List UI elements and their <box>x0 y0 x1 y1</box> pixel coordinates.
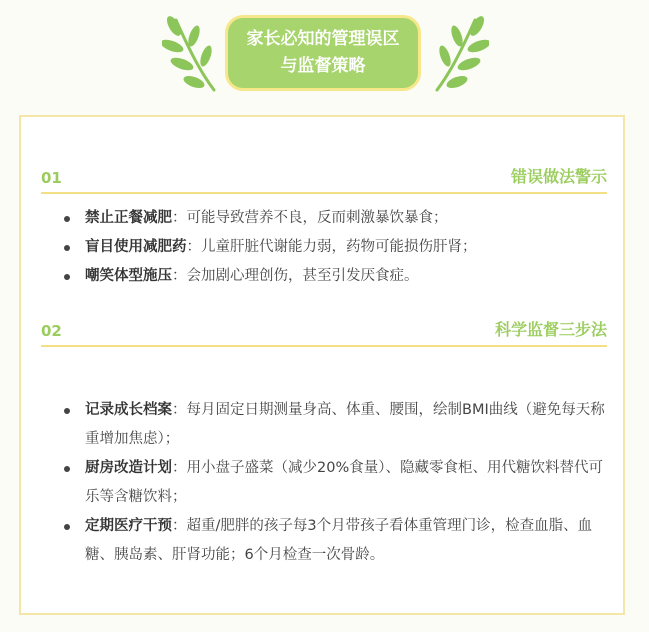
section-02-list <box>61 396 609 570</box>
item-term: 盲目使用减肥药 <box>85 239 187 255</box>
section-number: 01 <box>41 169 62 187</box>
bullet-icon <box>64 274 70 280</box>
item-term: 记录成长档案 <box>85 402 172 418</box>
list-item <box>61 233 609 262</box>
laurel-branch-right-icon <box>427 14 489 94</box>
list-item <box>61 454 609 512</box>
header <box>0 0 649 110</box>
content-card <box>19 115 625 615</box>
title-line-2: 与监督策略 <box>280 56 366 76</box>
item-term: 禁止正餐减肥 <box>85 210 172 226</box>
section-header-01 <box>41 164 607 194</box>
item-term: 定期医疗干预 <box>85 518 172 534</box>
item-term: 厨房改造计划 <box>85 460 172 476</box>
item-text: ：可能导致营养不良，反而刺激暴饮暴食； <box>172 210 448 226</box>
list-item <box>61 204 609 233</box>
section-header-02 <box>41 317 607 347</box>
bullet-icon <box>64 216 70 222</box>
section-title: 错误做法警示 <box>510 167 607 186</box>
bullet-icon <box>64 245 70 251</box>
title-line-1: 家长必知的管理误区 <box>246 29 400 49</box>
title-badge <box>225 15 421 91</box>
section-number: 02 <box>41 322 62 340</box>
item-text: ：儿童肝脏代谢能力弱，药物可能损伤肝肾； <box>186 239 477 255</box>
item-text: ：每月固定日期测量身高、体重、腰围，绘制BMI曲线（避免每天称重增加焦虑）； <box>85 402 605 447</box>
item-text: ：会加剧心理创伤，甚至引发厌食症。 <box>172 268 419 284</box>
item-text: ：用小盘子盛菜（减少20%食量）、隐藏零食柜、用代糖饮料替代可乐等含糖饮料； <box>85 460 603 505</box>
laurel-branch-left-icon <box>162 14 224 94</box>
list-item <box>61 512 609 570</box>
bullet-icon <box>64 524 70 530</box>
list-item <box>61 262 609 291</box>
bullet-icon <box>64 408 70 414</box>
section-title: 科学监督三步法 <box>494 320 607 339</box>
bullet-icon <box>64 466 70 472</box>
section-01-list <box>61 204 609 291</box>
item-text: ：超重/肥胖的孩子每3个月带孩子看体重管理门诊，检查血脂、血糖、胰岛素、肝肾功能；6个月检查一次骨龄。 <box>85 518 593 563</box>
item-term: 嘲笑体型施压 <box>85 268 172 284</box>
list-item <box>61 396 609 454</box>
